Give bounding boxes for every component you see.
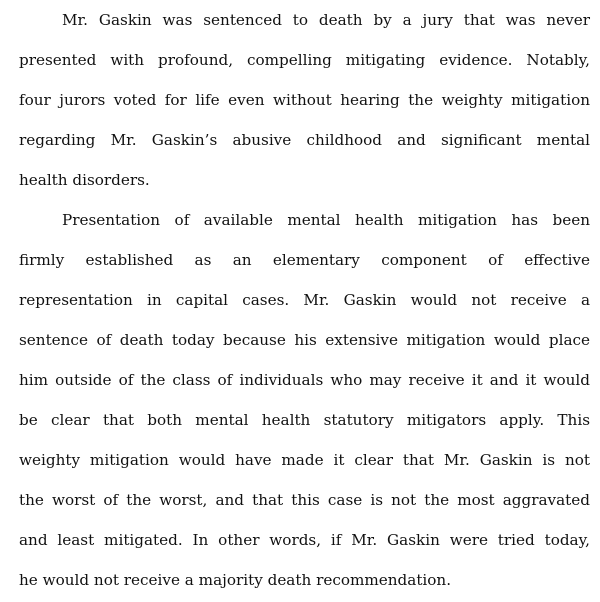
paragraph-2-line-3: representation in capital cases. Mr. Gaskin would not receive a [19, 291, 590, 309]
paragraph-1-line-5: health disorders. [19, 171, 150, 189]
paragraph-2-line-10: he would not receive a majority death recommendation. [19, 571, 452, 589]
paragraph-2-line-2: firmly established as an elementary component of effective [19, 251, 590, 269]
paragraph-2-line-1: Presentation of available mental health mitigation has been [62, 211, 590, 229]
paragraph-2-line-4: sentence of death today because his extensive mitigation would place [19, 331, 590, 349]
paragraph-2-line-7: weighty mitigation would have made it clear that Mr. Gaskin is not [19, 451, 590, 469]
paragraph-1-line-1: Mr. Gaskin was sentenced to death by a jury that was never [62, 11, 590, 29]
paragraph-2-line-6: be clear that both mental health statutory mitigators apply. This [19, 411, 590, 429]
paragraph-1-line-3: four jurors voted for life even without hearing the weighty mitigation [19, 91, 590, 109]
paragraph-1-line-2: presented with profound, compelling mitigating evidence. Notably, [19, 51, 590, 69]
paragraph-2-line-5: him outside of the class of individuals who may receive it and it would [19, 371, 590, 389]
paragraph-2-line-9: and least mitigated. In other words, if Mr. Gaskin were tried today, [19, 531, 590, 549]
paragraph-2-line-8: the worst of the worst, and that this case is not the most aggravated [19, 491, 590, 509]
paragraph-1-line-4: regarding Mr. Gaskin’s abusive childhood and significant mental [19, 131, 590, 149]
